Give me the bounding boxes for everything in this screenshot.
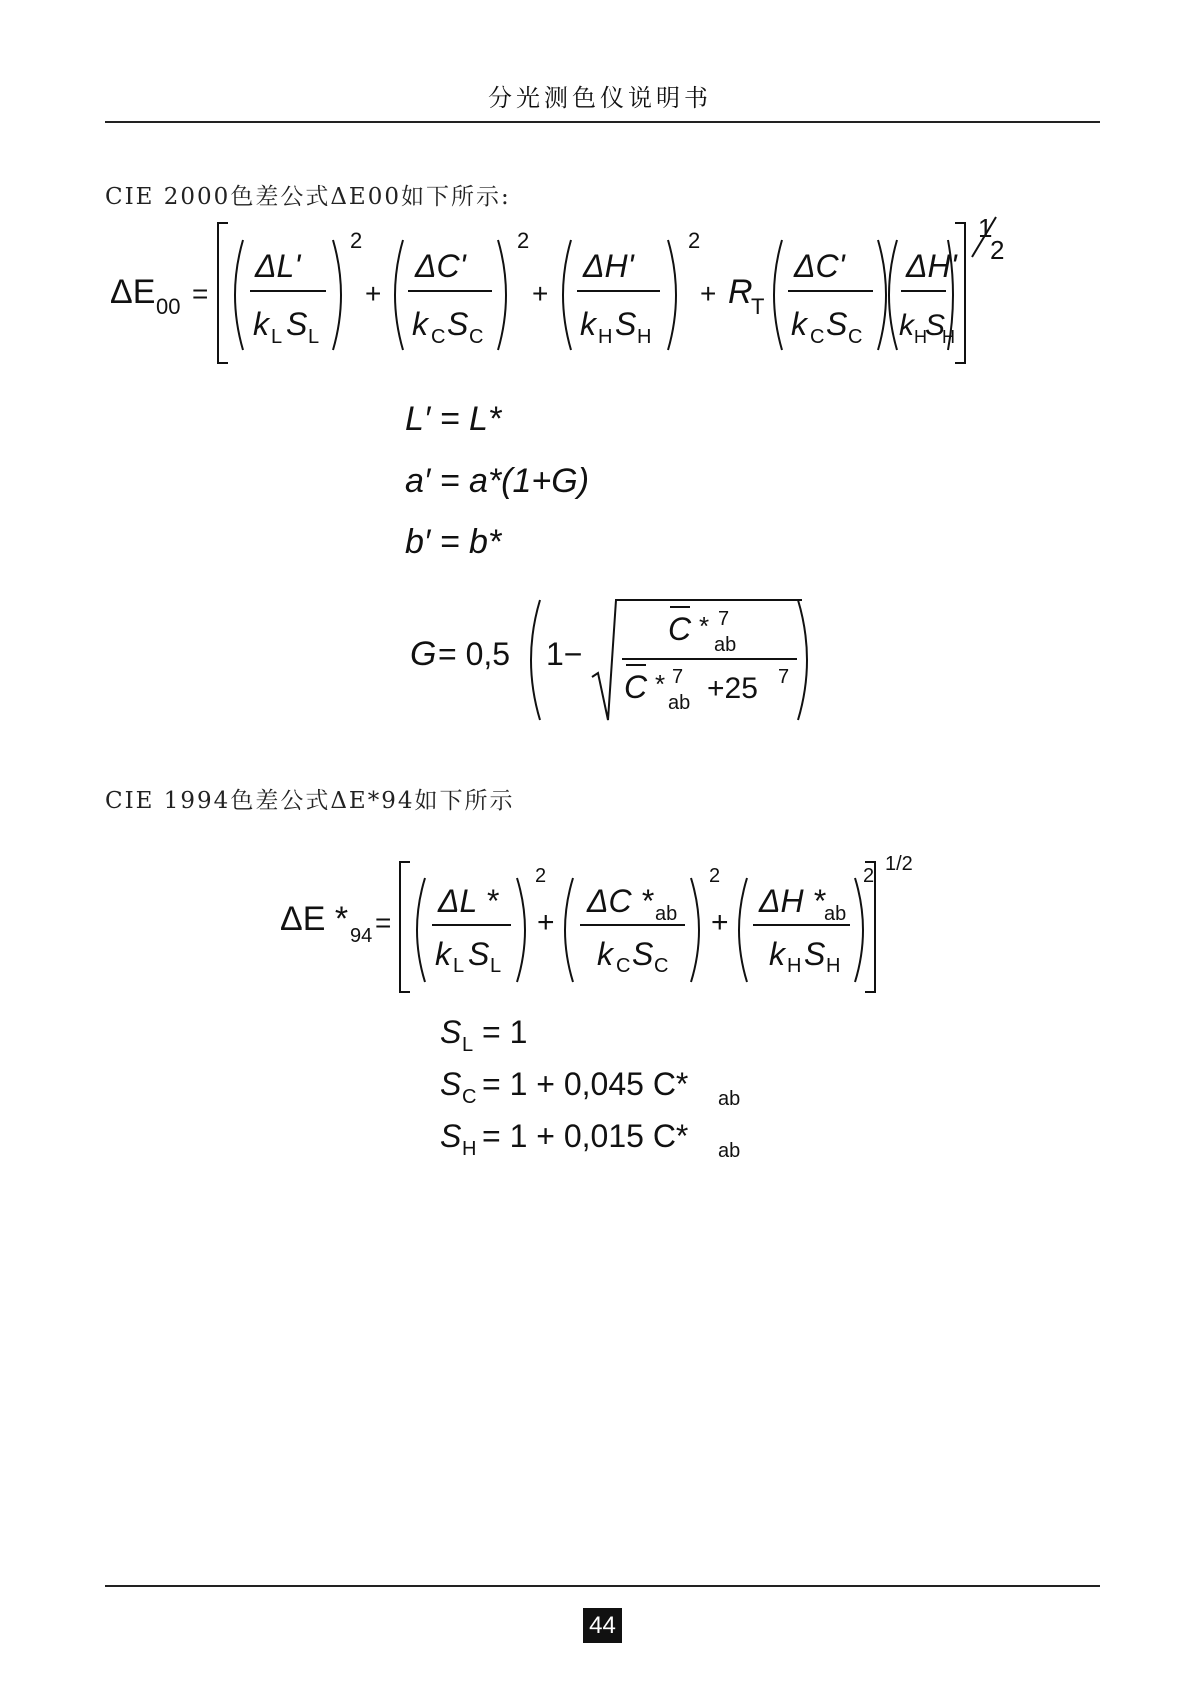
de2000-t5-den-k-sub: H xyxy=(914,327,927,347)
de1994-t1-square: 2 xyxy=(535,865,547,887)
cie1994-delta-e-formula xyxy=(275,850,965,995)
s-c-symbol: S xyxy=(440,1066,462,1102)
de1994-t1-den-k: k xyxy=(435,936,451,972)
de2000-t4-numerator: ΔC' xyxy=(794,248,845,284)
de1994-t2-numerator-sub: ab xyxy=(655,903,678,925)
de2000-t1-numerator: ΔL' xyxy=(255,248,301,284)
g-num-sup7: 7 xyxy=(718,608,730,630)
de2000-t1-right-paren xyxy=(333,240,341,350)
g-one-minus: 1− xyxy=(546,636,583,672)
de1994-equals: = xyxy=(375,907,392,938)
de2000-t3-den-k: k xyxy=(580,306,596,342)
de2000-t1-left-paren xyxy=(235,240,243,350)
de1994-t2-den-k-sub: C xyxy=(616,955,631,977)
de2000-t1-den-s-sub: L xyxy=(308,326,320,348)
g-den-sup7: 7 xyxy=(672,666,684,688)
de2000-t2-numerator: ΔC' xyxy=(415,248,466,284)
header-divider xyxy=(105,121,1100,123)
de2000-t1-den-k: k xyxy=(253,306,269,342)
de2000-t5-den-k: k xyxy=(899,309,914,342)
de1994-t3-den-k: k xyxy=(769,936,785,972)
section-heading-cie1994: CIE 1994色差公式ΔE*94如下所示 xyxy=(105,788,515,814)
de2000-t2-den-k: k xyxy=(412,306,428,342)
de2000-t2-right-paren xyxy=(498,240,506,350)
de1994-t3-den-s: S xyxy=(804,936,826,972)
de2000-plus-1: + xyxy=(365,278,382,309)
s-h-ab-subscript: ab xyxy=(718,1140,741,1162)
de2000-t3-left-paren xyxy=(563,240,571,350)
cie2000-auxiliary-formulas xyxy=(400,395,820,730)
g-coefficient: = 0,5 xyxy=(438,636,511,672)
de1994-t2-den-s: S xyxy=(632,936,654,972)
de1994-t2-den-s-sub: C xyxy=(654,955,669,977)
de2000-t3-square: 2 xyxy=(688,228,701,253)
de2000-right-bracket xyxy=(955,223,965,363)
de2000-t5-left-paren xyxy=(889,240,897,350)
de2000-t3-numerator: ΔH' xyxy=(583,248,634,284)
de2000-t3-den-k-sub: H xyxy=(598,326,613,348)
de2000-t3-den-s: S xyxy=(615,306,637,342)
de2000-t2-den-s-sub: C xyxy=(469,326,484,348)
de1994-t1-numerator: ΔL * xyxy=(438,883,499,919)
de1994-t1-den-k-sub: L xyxy=(453,955,465,977)
de1994-t2-den-k: k xyxy=(597,936,613,972)
de1994-t1-den-s: S xyxy=(468,936,490,972)
de2000-t4-den-s-sub: C xyxy=(848,326,863,348)
de1994-t2-right-paren xyxy=(691,878,699,982)
de2000-t4-right-paren xyxy=(878,240,886,350)
de2000-t4-den-k-sub: C xyxy=(810,326,825,348)
l-prime-definition: L′ = L* xyxy=(405,400,502,438)
de2000-t5-den-s: S xyxy=(925,309,946,342)
de2000-plus-2: + xyxy=(532,278,549,309)
de2000-exponent-denominator: 2 xyxy=(990,235,1005,265)
s-l-symbol: S xyxy=(440,1014,462,1050)
g-lhs: G xyxy=(410,635,437,673)
de1994-t2-numerator: ΔC * xyxy=(587,883,653,919)
de2000-plus-3: + xyxy=(700,278,717,309)
de1994-t3-den-s-sub: H xyxy=(826,955,841,977)
de1994-t1-right-paren xyxy=(517,878,525,982)
de2000-t1-den-s: S xyxy=(286,306,308,342)
de2000-rt: R xyxy=(728,273,753,311)
de1994-t1-den-s-sub: L xyxy=(490,955,502,977)
de1994-plus-2: + xyxy=(711,906,729,939)
footer-divider xyxy=(105,1585,1100,1587)
de1994-t2-square: 2 xyxy=(709,865,721,887)
s-l-subscript: L xyxy=(462,1034,474,1056)
cie1994-weighting-functions xyxy=(435,1005,765,1165)
de2000-rt-subscript: T xyxy=(751,294,765,319)
page-header-title: 分光测色仪说明书 xyxy=(488,84,712,112)
de1994-t2-left-paren xyxy=(565,878,573,982)
de2000-exponent-numerator: 1 xyxy=(978,215,993,243)
g-num-c: C xyxy=(668,611,692,647)
de1994-t3-left-paren xyxy=(739,878,747,982)
de2000-equals: = xyxy=(192,278,209,309)
de1994-t3-den-k-sub: H xyxy=(787,955,802,977)
de1994-t3-numerator-sub: ab xyxy=(824,903,847,925)
g-num-star: * xyxy=(699,611,710,641)
de2000-t4-den-s: S xyxy=(826,306,848,342)
de2000-t5-den-s-sub: H xyxy=(942,327,955,347)
de1994-exponent: 1/2 xyxy=(885,853,913,875)
de2000-lhs-subscript: 00 xyxy=(156,294,181,319)
de2000-t5-numerator: ΔH' xyxy=(906,248,957,284)
de2000-t2-square: 2 xyxy=(517,228,530,253)
de1994-t3-right-paren xyxy=(855,878,863,982)
de1994-lhs-subscript: 94 xyxy=(350,925,373,947)
de2000-t3-den-s-sub: H xyxy=(637,326,652,348)
de2000-t2-den-k-sub: C xyxy=(431,326,446,348)
b-prime-definition: b′ = b* xyxy=(405,523,502,561)
g-den-c: C xyxy=(624,669,648,705)
de1994-left-bracket xyxy=(400,862,410,992)
page-number: 44 xyxy=(583,1608,622,1643)
a-prime-definition: a′ = a*(1+G) xyxy=(405,462,590,500)
de2000-t2-den-s: S xyxy=(447,306,469,342)
de2000-t3-right-paren xyxy=(668,240,676,350)
de2000-t4-left-paren xyxy=(774,240,782,350)
s-c-ab-subscript: ab xyxy=(718,1088,741,1110)
g-den-sup7-b: 7 xyxy=(778,666,790,688)
de1994-t1-left-paren xyxy=(417,878,425,982)
s-h-symbol: S xyxy=(440,1118,462,1154)
s-c-subscript: C xyxy=(462,1086,477,1108)
de2000-t1-square: 2 xyxy=(350,228,363,253)
de1994-t3-square: 2 xyxy=(863,865,875,887)
de1994-t3-numerator: ΔH * xyxy=(759,883,825,919)
de2000-t1-den-k-sub: L xyxy=(271,326,283,348)
s-h-rhs: = 1 + 0,015 C* xyxy=(482,1118,689,1154)
g-den-plus25: +25 xyxy=(707,672,758,705)
g-den-sub-ab: ab xyxy=(668,692,691,714)
g-left-paren xyxy=(531,600,540,720)
g-num-sub-ab: ab xyxy=(714,634,737,656)
de2000-left-bracket xyxy=(218,223,228,363)
s-l-rhs: = 1 xyxy=(482,1014,528,1050)
g-right-paren xyxy=(798,600,807,720)
de2000-t2-left-paren xyxy=(395,240,403,350)
s-c-rhs: = 1 + 0,045 C* xyxy=(482,1066,689,1102)
de1994-lhs: ΔE * xyxy=(280,900,349,938)
s-h-subscript: H xyxy=(462,1138,477,1160)
cie2000-delta-e-formula xyxy=(100,215,1100,365)
section-heading-cie2000: CIE 2000色差公式ΔE00如下所示: xyxy=(105,184,511,210)
de1994-plus-1: + xyxy=(537,906,555,939)
de2000-t4-den-k: k xyxy=(791,306,807,342)
de2000-lhs: ΔE xyxy=(110,273,156,311)
g-den-star: * xyxy=(655,669,666,699)
